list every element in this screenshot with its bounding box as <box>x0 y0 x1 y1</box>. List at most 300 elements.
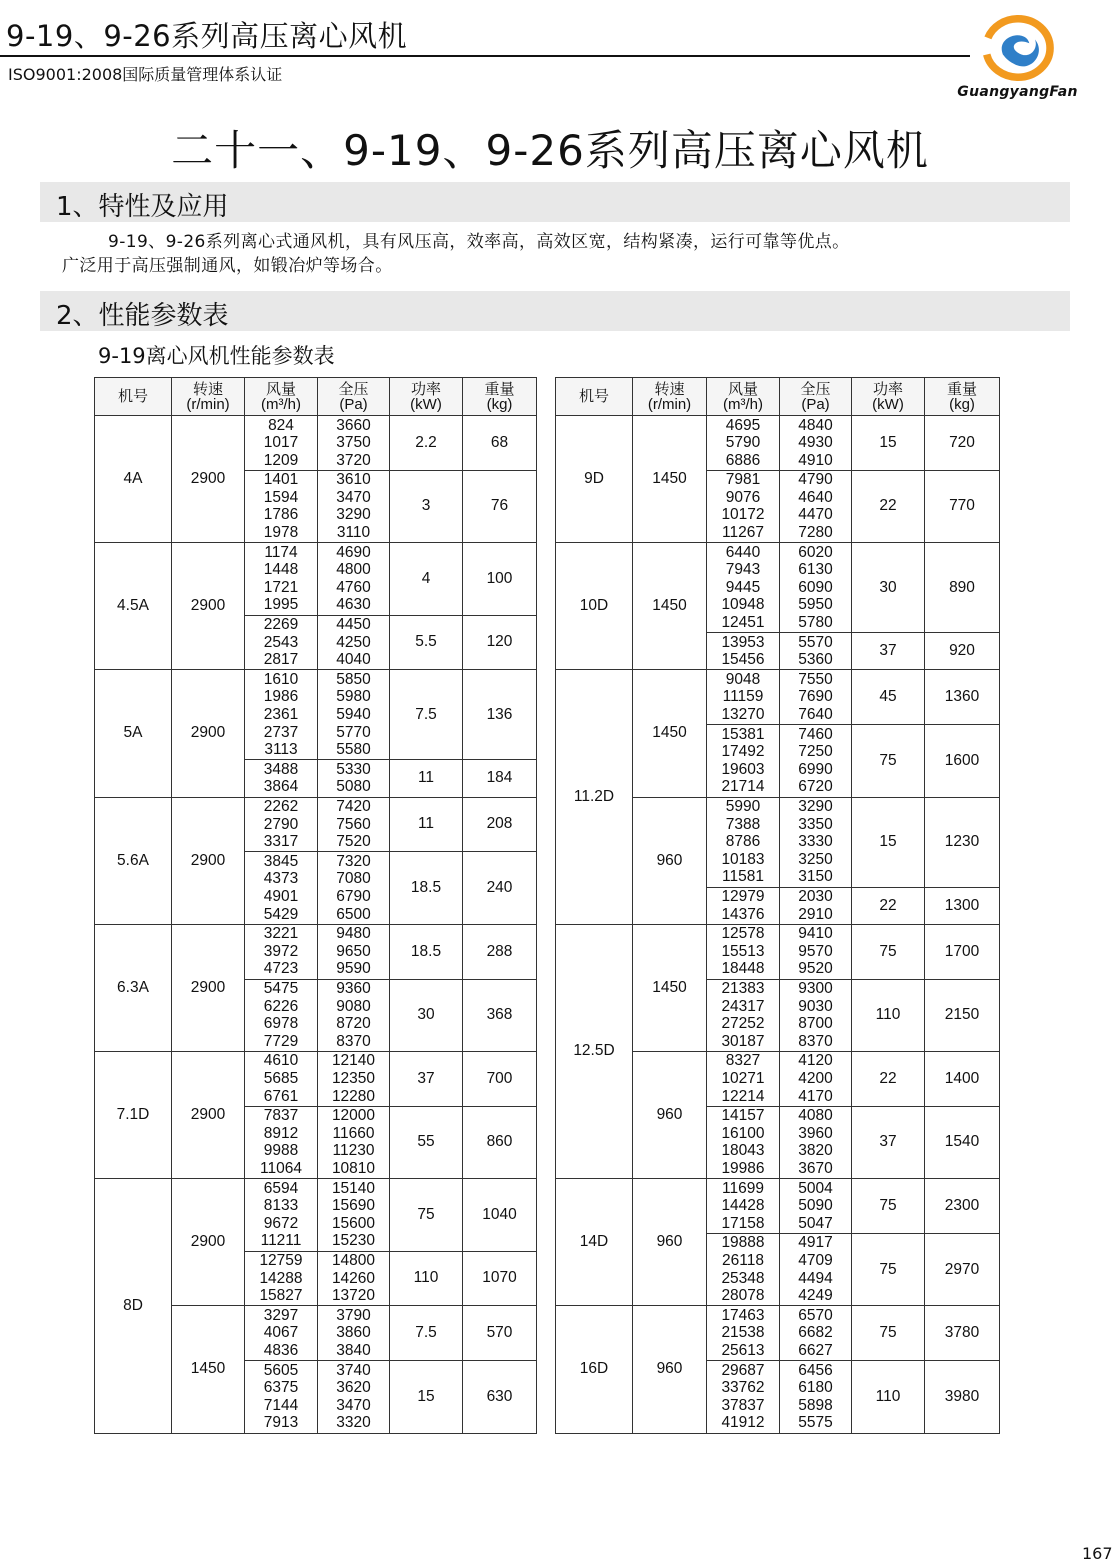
pressure-cell <box>318 1306 390 1361</box>
column-header-name: 转速 <box>192 380 223 398</box>
flow-value: 10271 <box>721 1070 765 1088</box>
pressure-value: 4760 <box>336 578 371 596</box>
flow-value: 7144 <box>263 1396 299 1414</box>
flow-cell <box>245 760 318 797</box>
flow-value: 9076 <box>725 488 761 506</box>
logo-text: GuangyangFan <box>957 84 1078 100</box>
pressure-value: 3740 <box>336 1361 371 1379</box>
power-cell: 4 <box>390 543 463 615</box>
pressure-value: 7460 <box>798 725 833 743</box>
pressure-value: 6720 <box>798 778 833 796</box>
pressure-cell <box>318 979 390 1051</box>
pressure-value: 12280 <box>331 1087 376 1105</box>
column-header-unit: (m³/h) <box>261 395 301 413</box>
speed-cell: 2900 <box>172 1179 245 1306</box>
weight-cell: 2150 <box>925 979 1000 1051</box>
pressure-value: 5980 <box>336 688 371 706</box>
pressure-value: 4080 <box>798 1107 833 1125</box>
flow-value: 3113 <box>264 741 298 759</box>
flow-value: 11064 <box>260 1160 302 1178</box>
performance-table-left <box>94 377 537 1434</box>
flow-cell <box>707 1179 780 1234</box>
weight-cell: 288 <box>463 924 537 979</box>
flow-value: 3317 <box>263 833 299 851</box>
power-cell: 75 <box>852 924 925 979</box>
column-header-name: 全压 <box>338 380 369 398</box>
column-header-name: 重量 <box>484 380 515 398</box>
pressure-value: 3290 <box>336 506 371 524</box>
flow-value: 2361 <box>263 706 299 724</box>
flow-value: 19603 <box>721 760 765 778</box>
pressure-value: 12000 <box>331 1107 376 1125</box>
pressure-value: 3750 <box>336 434 371 452</box>
pressure-value: 4800 <box>336 561 371 579</box>
table-row <box>95 797 537 852</box>
pressure-value: 7080 <box>336 870 371 888</box>
pressure-value: 3790 <box>336 1306 371 1324</box>
pressure-cell <box>780 1051 852 1106</box>
pressure-value: 4470 <box>798 506 833 524</box>
pressure-value: 12140 <box>331 1052 376 1070</box>
pressure-value: 3290 <box>798 798 833 816</box>
weight-cell: 1700 <box>925 924 1000 979</box>
flow-value: 13270 <box>721 706 765 724</box>
pressure-value: 7560 <box>336 815 371 833</box>
flow-cell <box>707 924 780 979</box>
pressure-value: 6130 <box>798 561 833 579</box>
column-header-name: 功率 <box>872 380 903 398</box>
flow-value: 5605 <box>263 1361 299 1379</box>
model-cell: 7.1D <box>95 1051 172 1178</box>
table-header-row <box>95 378 537 416</box>
flow-value: 2817 <box>263 651 299 669</box>
pressure-value: 9080 <box>336 997 371 1015</box>
flow-value: 12759 <box>259 1252 303 1270</box>
description-paragraph <box>62 230 1072 278</box>
column-header-name: 风量 <box>727 380 758 398</box>
flow-cell <box>707 979 780 1051</box>
column-header <box>172 378 245 416</box>
iso-certification: ISO9001:2008国际质量管理体系认证 <box>8 65 283 84</box>
flow-value: 14288 <box>259 1269 303 1287</box>
pressure-value: 15230 <box>331 1232 376 1250</box>
power-cell: 22 <box>852 887 925 924</box>
flow-value: 5990 <box>725 798 761 816</box>
flow-value: 6375 <box>263 1379 299 1397</box>
speed-cell: 1450 <box>172 1306 245 1433</box>
power-cell: 110 <box>852 979 925 1051</box>
power-cell: 18.5 <box>390 852 463 924</box>
pressure-value: 9520 <box>798 960 833 978</box>
flow-value: 17463 <box>721 1306 765 1324</box>
pressure-value: 3660 <box>336 416 371 434</box>
pressure-value: 3470 <box>336 1396 371 1414</box>
pressure-value: 3320 <box>336 1414 371 1432</box>
pressure-value: 5940 <box>336 706 371 724</box>
performance-table-right <box>555 377 1000 1434</box>
pressure-value: 6180 <box>798 1379 833 1397</box>
flow-value: 6886 <box>725 451 761 469</box>
flow-cell <box>707 725 780 797</box>
pressure-cell <box>318 797 390 852</box>
flow-value: 41912 <box>721 1414 765 1432</box>
flow-value: 1978 <box>263 524 299 542</box>
power-cell: 110 <box>390 1251 463 1306</box>
flow-value: 5685 <box>263 1070 299 1088</box>
flow-value: 30187 <box>721 1032 765 1050</box>
pressure-value: 5898 <box>798 1396 833 1414</box>
pressure-value: 7250 <box>798 743 833 761</box>
weight-cell: 3780 <box>925 1306 1000 1361</box>
pressure-value: 4917 <box>798 1234 833 1252</box>
speed-cell: 960 <box>633 797 707 924</box>
pressure-cell <box>318 852 390 924</box>
pressure-value: 9300 <box>798 980 833 998</box>
pressure-cell <box>780 543 852 633</box>
flow-cell <box>245 670 318 760</box>
pressure-value: 4040 <box>336 651 371 669</box>
pressure-value: 4790 <box>798 471 833 489</box>
flow-value: 15381 <box>721 725 765 743</box>
model-cell: 4A <box>95 416 172 543</box>
flow-value: 9048 <box>725 670 761 688</box>
flow-value: 21383 <box>721 980 765 998</box>
flow-value: 8327 <box>725 1052 761 1070</box>
flow-cell <box>707 1106 780 1178</box>
pressure-value: 6990 <box>798 760 833 778</box>
flow-value: 4836 <box>263 1342 299 1359</box>
flow-cell <box>245 979 318 1051</box>
pressure-value: 4120 <box>798 1052 833 1070</box>
table-row <box>95 924 537 979</box>
pressure-value: 5360 <box>798 651 833 669</box>
flow-value: 15827 <box>259 1287 303 1305</box>
weight-cell: 184 <box>463 760 537 797</box>
pressure-value: 8700 <box>798 1015 833 1033</box>
description-line-1: 9-19、9-26系列离心式通风机，具有风压高，效率高，高效区宽，结构紧凑，运行可靠等优点。 <box>108 232 850 252</box>
flow-value: 1986 <box>263 688 299 706</box>
power-cell: 110 <box>852 1361 925 1433</box>
pressure-value: 6456 <box>798 1361 833 1379</box>
weight-cell: 1360 <box>925 670 1000 725</box>
table-header-row <box>556 378 1000 416</box>
pressure-value: 2910 <box>798 905 833 923</box>
speed-cell: 2900 <box>172 1051 245 1178</box>
column-header-name: 全压 <box>800 380 831 398</box>
table-row <box>556 416 1000 471</box>
flow-value: 4610 <box>263 1052 299 1070</box>
flow-cell <box>245 543 318 615</box>
column-header <box>780 378 852 416</box>
header-rule <box>0 55 970 57</box>
flow-value: 19888 <box>721 1234 765 1252</box>
pressure-value: 3720 <box>336 451 371 469</box>
weight-cell: 208 <box>463 797 537 852</box>
flow-value: 11267 <box>722 524 764 542</box>
flow-value: 6226 <box>263 997 299 1015</box>
column-header-unit: (Pa) <box>339 395 368 413</box>
flow-value: 10183 <box>721 850 765 868</box>
pressure-cell <box>780 887 852 924</box>
pressure-cell <box>318 470 390 542</box>
weight-cell: 1540 <box>925 1106 1000 1178</box>
flow-value: 9988 <box>263 1142 299 1160</box>
speed-cell: 1450 <box>633 670 707 797</box>
flow-value: 5790 <box>725 434 761 452</box>
pressure-value: 15690 <box>331 1197 376 1215</box>
pressure-cell <box>780 1179 852 1234</box>
power-cell: 37 <box>852 1106 925 1178</box>
pressure-value: 4690 <box>336 543 371 561</box>
speed-cell: 1450 <box>633 543 707 670</box>
power-cell: 18.5 <box>390 924 463 979</box>
pressure-value: 3860 <box>336 1324 371 1342</box>
flow-value: 1017 <box>263 434 299 452</box>
weight-cell: 570 <box>463 1306 537 1361</box>
table-row <box>556 1306 1000 1361</box>
pressure-cell <box>318 615 390 670</box>
flow-value: 11581 <box>722 868 764 886</box>
pressure-value: 5330 <box>336 760 371 778</box>
flow-value: 14376 <box>721 905 765 923</box>
pressure-cell <box>318 1051 390 1106</box>
power-cell: 15 <box>852 797 925 887</box>
series-title: 9-19、9-26系列高压离心风机 <box>6 19 408 53</box>
flow-value: 15513 <box>721 942 765 960</box>
weight-cell: 120 <box>463 615 537 670</box>
weight-cell: 1070 <box>463 1251 537 1306</box>
pressure-value: 3110 <box>336 524 371 542</box>
speed-cell: 1450 <box>633 924 707 1051</box>
power-cell: 11 <box>390 797 463 852</box>
pressure-cell <box>318 1251 390 1306</box>
pressure-value: 4709 <box>798 1252 833 1270</box>
pressure-value: 4170 <box>798 1087 833 1105</box>
column-header <box>707 378 780 416</box>
pressure-cell <box>780 416 852 471</box>
flow-value: 29687 <box>721 1361 765 1379</box>
weight-cell: 770 <box>925 470 1000 542</box>
pressure-value: 5780 <box>798 614 833 632</box>
pressure-value: 7550 <box>798 670 833 688</box>
pressure-value: 6627 <box>798 1342 833 1359</box>
power-cell: 75 <box>852 1306 925 1361</box>
table-row <box>556 543 1000 633</box>
pressure-value: 4250 <box>336 633 371 651</box>
pressure-value: 5575 <box>798 1414 833 1432</box>
pressure-value: 4249 <box>798 1287 833 1305</box>
pressure-cell <box>318 1106 390 1178</box>
power-cell: 5.5 <box>390 615 463 670</box>
column-header <box>852 378 925 416</box>
flow-value: 37837 <box>721 1396 765 1414</box>
flow-value: 33762 <box>721 1379 765 1397</box>
flow-value: 4067 <box>263 1324 299 1342</box>
flow-value: 6761 <box>263 1087 299 1105</box>
power-cell: 22 <box>852 1051 925 1106</box>
flow-value: 10172 <box>721 506 765 524</box>
column-header <box>95 378 172 416</box>
pressure-value: 6500 <box>336 905 371 923</box>
flow-value: 1786 <box>263 506 299 524</box>
flow-cell <box>245 615 318 670</box>
model-cell: 5.6A <box>95 797 172 924</box>
flow-value: 21538 <box>721 1324 765 1342</box>
pressure-value: 4630 <box>336 596 371 614</box>
model-cell: 10D <box>556 543 633 670</box>
flow-cell <box>245 416 318 471</box>
pressure-value: 14260 <box>331 1269 376 1287</box>
weight-cell: 920 <box>925 633 1000 670</box>
weight-cell: 100 <box>463 543 537 615</box>
speed-cell: 2900 <box>172 416 245 543</box>
pressure-value: 6020 <box>798 543 833 561</box>
pressure-value: 8370 <box>336 1032 371 1050</box>
pressure-value: 10810 <box>331 1160 376 1178</box>
flow-value: 12979 <box>721 888 765 906</box>
pressure-value: 5004 <box>798 1179 833 1197</box>
flow-value: 3972 <box>263 942 299 960</box>
pressure-value: 7320 <box>336 852 371 870</box>
pressure-value: 15140 <box>331 1179 376 1197</box>
weight-cell: 890 <box>925 543 1000 633</box>
pressure-value: 7420 <box>336 798 371 816</box>
flow-value: 28078 <box>721 1287 765 1305</box>
pressure-value: 4640 <box>798 488 833 506</box>
flow-cell <box>707 670 780 725</box>
flow-value: 2790 <box>263 815 299 833</box>
speed-cell: 2900 <box>172 543 245 670</box>
table-row <box>95 1051 537 1106</box>
flow-value: 1209 <box>263 451 299 469</box>
power-cell: 75 <box>852 725 925 797</box>
pressure-cell <box>780 979 852 1051</box>
flow-cell <box>245 1361 318 1433</box>
logo-icon <box>979 15 1057 81</box>
flow-value: 1174 <box>264 543 298 561</box>
pressure-cell <box>318 543 390 615</box>
pressure-value: 3330 <box>798 833 833 851</box>
flow-cell <box>707 1306 780 1361</box>
flow-cell <box>245 1251 318 1306</box>
pressure-cell <box>780 924 852 979</box>
section-heading-label: 1、特性及应用 <box>56 192 229 222</box>
pressure-value: 9360 <box>336 980 371 998</box>
power-cell: 3 <box>390 470 463 542</box>
flow-value: 4695 <box>725 416 761 434</box>
model-cell: 11.2D <box>556 670 633 924</box>
weight-cell: 1600 <box>925 725 1000 797</box>
pressure-value: 8720 <box>336 1015 371 1033</box>
flow-value: 16100 <box>721 1124 765 1142</box>
power-cell: 45 <box>852 670 925 725</box>
column-header-name: 机号 <box>578 388 609 405</box>
power-cell: 37 <box>852 633 925 670</box>
flow-value: 2262 <box>263 798 299 816</box>
flow-value: 14157 <box>721 1107 765 1125</box>
column-header <box>925 378 1000 416</box>
pressure-value: 9650 <box>336 942 371 960</box>
flow-value: 7837 <box>263 1107 299 1125</box>
power-cell: 30 <box>852 543 925 633</box>
weight-cell: 2970 <box>925 1233 1000 1305</box>
table-row <box>95 670 537 760</box>
pressure-value: 5090 <box>798 1197 833 1215</box>
pressure-value: 15600 <box>331 1214 376 1232</box>
column-header <box>318 378 390 416</box>
pressure-value: 7690 <box>798 688 833 706</box>
pressure-cell <box>780 1233 852 1305</box>
flow-value: 4723 <box>263 960 299 978</box>
column-header-name: 转速 <box>654 380 685 398</box>
flow-value: 12214 <box>721 1087 765 1105</box>
flow-value: 11211 <box>260 1232 302 1250</box>
model-cell: 8D <box>95 1179 172 1433</box>
flow-cell <box>245 852 318 924</box>
flow-value: 9672 <box>263 1214 299 1232</box>
flow-cell <box>707 543 780 633</box>
flow-cell <box>707 1051 780 1106</box>
pressure-cell <box>780 670 852 725</box>
pressure-value: 6790 <box>336 888 371 906</box>
column-header-unit: (kg) <box>486 395 513 413</box>
flow-value: 27252 <box>721 1015 765 1033</box>
flow-cell <box>245 1051 318 1106</box>
pressure-value: 3470 <box>336 488 371 506</box>
flow-value: 3845 <box>263 852 299 870</box>
pressure-value: 6682 <box>798 1324 833 1342</box>
flow-value: 1448 <box>263 561 299 579</box>
pressure-value: 7640 <box>798 706 833 724</box>
flow-value: 7388 <box>725 815 761 833</box>
pressure-value: 4930 <box>798 434 833 452</box>
column-header-name: 风量 <box>265 380 296 398</box>
flow-cell <box>707 1233 780 1305</box>
flow-value: 18448 <box>721 960 765 978</box>
pressure-value: 4450 <box>336 616 371 634</box>
pressure-cell <box>780 633 852 670</box>
column-header <box>556 378 633 416</box>
flow-cell <box>245 797 318 852</box>
flow-value: 15456 <box>721 651 765 669</box>
pressure-value: 5580 <box>336 741 371 759</box>
weight-cell: 1300 <box>925 887 1000 924</box>
pressure-cell <box>318 670 390 760</box>
table-row <box>556 924 1000 979</box>
table-row <box>556 1179 1000 1234</box>
table-row <box>95 416 537 471</box>
flow-value: 7981 <box>725 471 761 489</box>
weight-cell: 68 <box>463 416 537 471</box>
section-heading-characteristics <box>40 182 1070 222</box>
pressure-value: 5850 <box>336 670 371 688</box>
flow-value: 7913 <box>263 1414 299 1432</box>
power-cell: 15 <box>852 416 925 471</box>
flow-value: 2737 <box>263 723 299 741</box>
flow-value: 3488 <box>263 760 299 778</box>
table-row <box>556 670 1000 725</box>
page-number: 167 <box>1082 1544 1113 1563</box>
pressure-cell <box>780 725 852 797</box>
power-cell: 7.5 <box>390 670 463 760</box>
pressure-value: 6570 <box>798 1306 833 1324</box>
table-row <box>95 543 537 615</box>
pressure-value: 11230 <box>332 1142 375 1160</box>
flow-value: 1995 <box>263 596 299 614</box>
pressure-value: 3670 <box>798 1160 833 1178</box>
description-line-2: 广泛用于高压强制通风，如锻冶炉等场合。 <box>62 256 393 276</box>
weight-cell: 1400 <box>925 1051 1000 1106</box>
